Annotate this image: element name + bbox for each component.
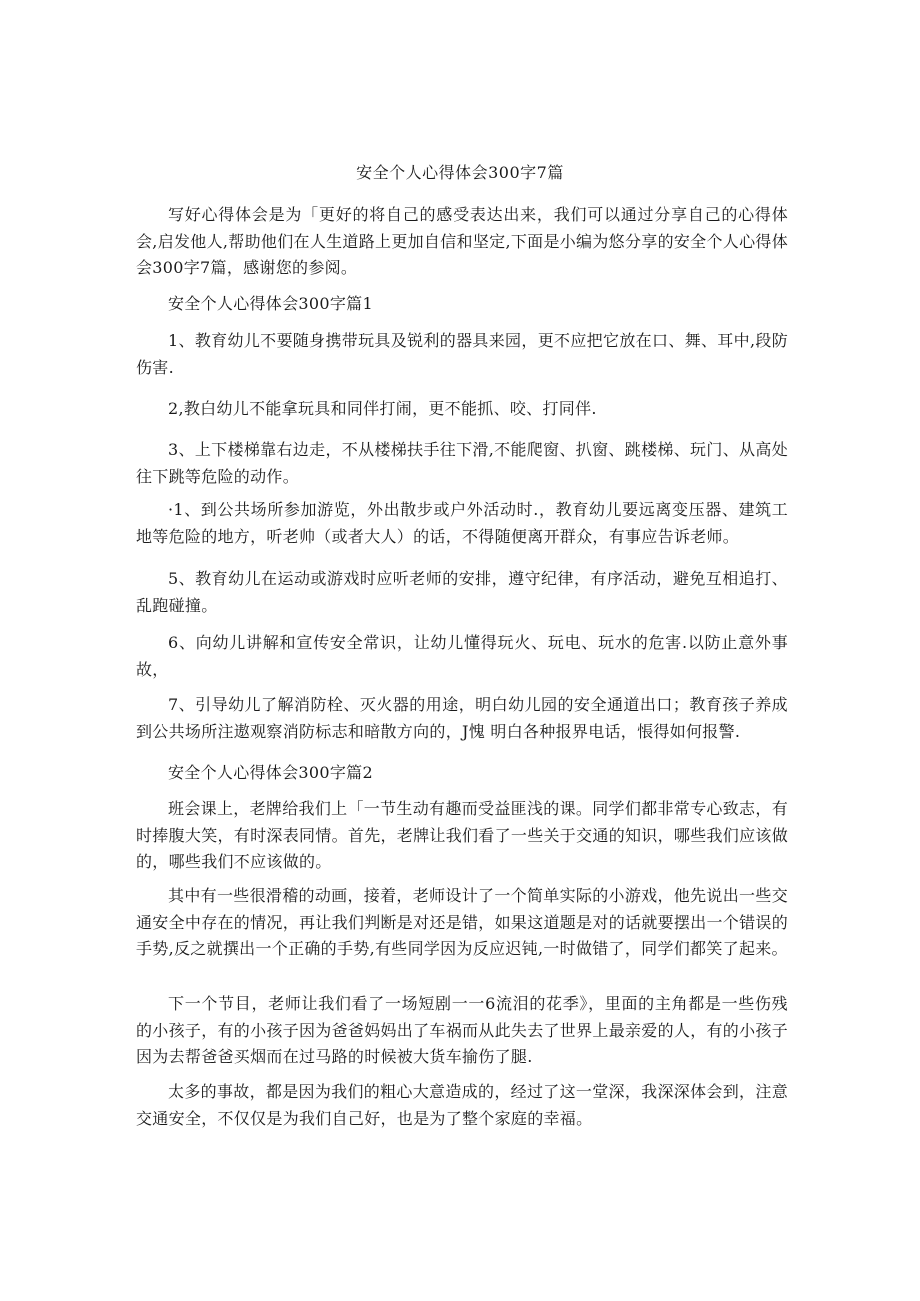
section2-paragraph-4: 太多的事故，都是因为我们的粗心大意造成的，经过了这一堂深，我深深体会到，注意交通安全，不仅仅是为我们自己好，也是为了整个家庭的幸福。 xyxy=(136,1082,788,1128)
section-heading-1: 安全个人心得体会300字篇1 xyxy=(168,294,373,313)
section1-item-2: 2,教白幼儿不能拿玩具和同伴打闹，更不能抓、咬、打同伴. xyxy=(168,399,597,418)
section2-paragraph-1: 班会课上，老牌给我们上「一节生动有趣而受益匪浅的课。同学们都非常专心致志，有时捧腹大笑，有时深表同情。首先，老牌让我们看了一些关于交通的知识，哪些我们应该做的，哪些我们不应该做的。 xyxy=(136,799,789,871)
intro-paragraph: 写好心得体会是为「更好的将自己的感受表达出来，我们可以通过分享自己的心得体会,启发他人,帮助他们在人生道路上更加自信和坚定,下面是小编为悠分享的安全个人心得体会300字7篇，感谢您的参阅。 xyxy=(136,205,788,277)
section1-item-3: 3、上下楼梯靠右边走，不从楼梯扶手往下滑,不能爬窗、扒窗、跳楼梯、玩门、从高处往下跳等危险的动作。 xyxy=(136,440,788,486)
section2-paragraph-3: 下一个节目，老师让我们看了一场短剧一一6流泪的花季》，里面的主角都是一些伤残的小孩子，有的小孩子因为爸爸妈妈出了车祸而从此失去了世界上最亲爱的人，有的小孩子因为去帮爸爸买烟而在过马路的时候被大货车揄伤了腿. xyxy=(136,994,789,1066)
section1-item-4: ·1、到公共场所参加游览，外出散步或户外活动时.，教育幼儿要远离变压器、建筑工地等危险的地方，听老帅（或者大人）的话，不得随便离开群众，有事应告诉老师。 xyxy=(136,500,788,546)
section1-item-7: 7、引导幼儿了解消防栓、灭火器的用途，明白幼儿园的安全通道出口；教育孩子养成到公共场所注遨观察消防标志和暗散方向的，J愧 明白各种报界电话，悵得如何报警. xyxy=(136,695,788,741)
section1-item-6: 6、向幼儿讲解和宣传安全常识，让幼儿懂得玩火、玩电、玩水的危害.以防止意外事故， xyxy=(136,633,788,679)
section1-item-5: 5、教育幼儿在运动或游戏时应听老师的安排，遵守纪律，有序活动，避免互相追打、乱跑碰撞。 xyxy=(136,569,788,615)
section2-paragraph-2: 其中有一些很滑稽的动画，接着，老师设计了一个简单实际的小游戏，他先说出一些交通安全中存在的情况，再让我们判断是对还是错，如果这道题是对的话就要摆出一个错误的手势,反之就撰出一个正确的手势,有些同学因为反应迟钝,一时做错了，同学们都笑了起来。 xyxy=(136,886,789,958)
page-title: 安全个人心得体会300字7篇 xyxy=(356,163,564,182)
section1-item-1: 1、教育幼儿不要随身携带玩具及锐利的器具来园，更不应把它放在口、舞、耳中,段防伤害. xyxy=(136,331,788,377)
section-heading-2: 安全个人心得体会300字篇2 xyxy=(168,763,373,782)
